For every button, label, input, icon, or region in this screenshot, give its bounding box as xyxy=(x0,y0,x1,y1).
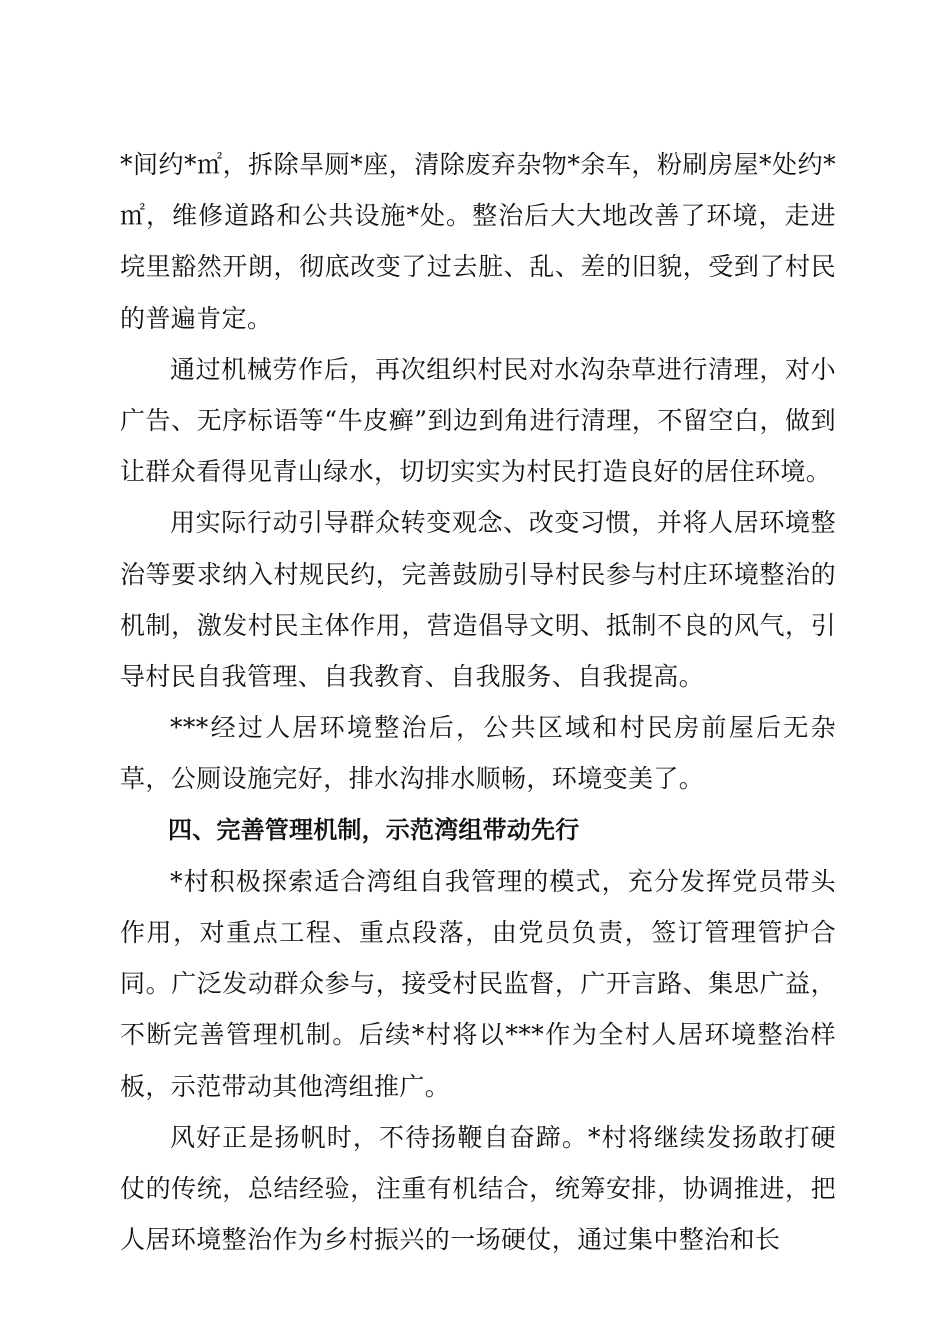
paragraph-result: ***经过人居环境整治后，公共区域和村民房前屋后无杂草，公厕设施完好，排水沟排水顺畅，环境变美了。 xyxy=(120,713,836,794)
section-heading: 四、完善管理机制，示范湾组带动先行 xyxy=(168,815,580,844)
document-body xyxy=(120,139,836,1265)
paragraph-outlook: 风好正是扬帆时，不待扬鞭自奋蹄。*村将继续发扬敢打硬仗的传统，总结经验，注重有机结合，统筹安排，协调推进，把人居环境整治作为乡村振兴的一场硬仗，通过集中整治和长 xyxy=(120,1122,836,1255)
paragraph-guidance: 用实际行动引导群众转变观念、改变习惯，并将人居环境整治等要求纳入村规民约，完善鼓励引导村民参与村庄环境整治的机制，激发村民主体作用，营造倡导文明、抵制不良的风气，引导村民自我管理、自我教育、自我服务、自我提高。 xyxy=(120,508,836,692)
paragraph-continuation: *间约*㎡，拆除旱厕*座，清除废弃杂物*余车，粉刷房屋*处约*㎡，维修道路和公共设施*处。整治后大大地改善了环境，走进垸里豁然开朗，彻底改变了过去脏、乱、差的旧貌，受到了村民的普遍肯定。 xyxy=(120,150,836,333)
paragraph-cleanup: 通过机械劳作后，再次组织村民对水沟杂草进行清理，对小广告、无序标语等“牛皮癣”到边到角进行清理，不留空白，做到让群众看得见青山绿水，切切实实为村民打造良好的居住环境。 xyxy=(120,354,836,487)
paragraph-management: *村积极探索适合湾组自我管理的模式，充分发挥党员带头作用，对重点工程、重点段落，由党员负责，签订管理管护合同。广泛发动群众参与，接受村民监督，广开言路、集思广益，不断完善管理机制。后续*村将以***作为全村人居环境整治样板，示范带动其他湾组推广。 xyxy=(120,866,836,1101)
